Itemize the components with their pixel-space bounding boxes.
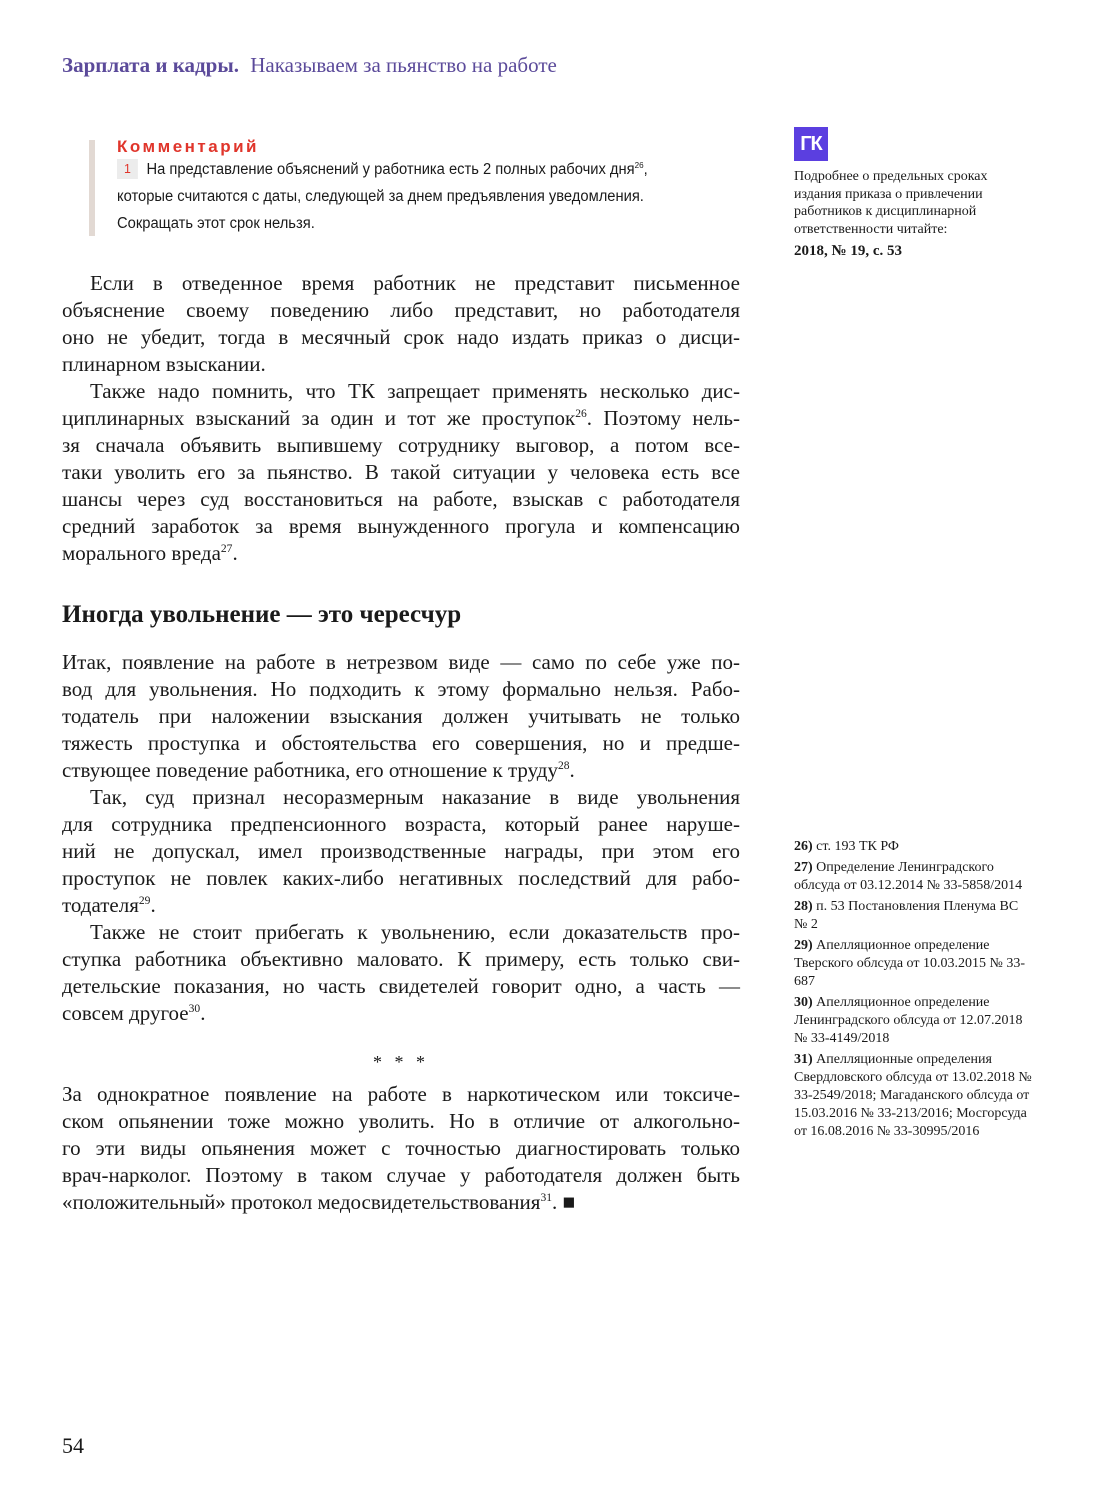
- text-line: тодатель при наложении взыскания должен учитывать не только: [62, 704, 740, 728]
- text-line: ском опьянении тоже можно уволить. Но в отличие от алкогольно-: [62, 1109, 740, 1133]
- text-line: тяжесть проступка и обстоятельства его совершения, но и предше-: [62, 731, 740, 755]
- footnote-number: 26): [794, 839, 817, 854]
- footnote-ref[interactable]: 31: [540, 1191, 552, 1204]
- sidebar-text: Подробнее о предельных сроках издания приказа о привлечении работников к дисциплинарной ответственности читайте:: [794, 169, 988, 237]
- text-line: ний не допускал, имел производственные награды, при этом его: [62, 839, 740, 863]
- comment-line-3: Сокращать этот срок нельзя.: [117, 215, 315, 232]
- body-paragraph: [62, 378, 740, 567]
- footnote-item: [794, 838, 1034, 856]
- footnote-item: [794, 937, 1034, 991]
- text-line: вод для увольнения. Но подходить к этому формально нельзя. Рабо-: [62, 677, 740, 701]
- comment-box: [89, 137, 757, 236]
- footnote-text: Апелляционное определение Тверского облсуда от 10.03.2015 № 33-687: [794, 938, 1025, 989]
- footnote-ref[interactable]: 27: [220, 542, 233, 555]
- text-line: шансы через суд восстановиться на работе, взыскав с работодателя: [62, 487, 740, 511]
- comment-line-2: которые считаются с даты, следующей за днем предъявления уведомления.: [117, 188, 644, 205]
- section-heading: Иногда увольнение — это чересчур: [62, 601, 462, 628]
- footnote-number: 29): [794, 938, 817, 953]
- footnote-text: п. 53 Постановления Пленума ВС № 2: [794, 899, 1019, 932]
- footnote-number: 31): [794, 1052, 817, 1067]
- text-line: плинарном взыскании.: [62, 352, 266, 376]
- text-line: морального вреда$^{27}$.: [62, 541, 238, 565]
- footnote-number: 27): [794, 860, 817, 875]
- text-line: Также надо помнить, что ТК запрещает применять несколько дис-: [90, 379, 740, 403]
- text-line: ствующее поведение работника, его отношение к труду$^{28}$.: [62, 758, 575, 782]
- article-title: Наказываем за пьянство на работе: [250, 53, 557, 77]
- text-line: объяснение своему поведению либо представит, но работодателя: [62, 298, 740, 322]
- footnote-ref[interactable]: 30: [188, 1002, 201, 1015]
- section-separator: * * *: [373, 1052, 429, 1072]
- text-line: Итак, появление на работе в нетрезвом виде — само по себе уже по-: [62, 650, 740, 674]
- comment-number: 1: [117, 159, 138, 179]
- footnote-text: ст. 193 ТК РФ: [816, 839, 899, 854]
- comment-text: [117, 156, 763, 237]
- footnote-item: [794, 859, 1034, 895]
- text-line: «положительный» протокол медосвидетельствования$^{31}$. ■: [62, 1190, 576, 1214]
- text-line: тодателя$^{29}$.: [62, 893, 156, 917]
- text-line: Также не стоит прибегать к увольнению, если доказательств про-: [90, 920, 740, 944]
- text-line: За однократное появление на работе в наркотическом или токсиче-: [62, 1082, 740, 1106]
- comment-title: Комментарий: [117, 137, 259, 156]
- footnotes: [794, 838, 1034, 1144]
- footnote-ref: 26: [634, 160, 644, 171]
- text-line: средний заработок за время вынужденного прогула и компенсацию: [62, 514, 740, 538]
- text-line: оно не убедит, тогда в месячный срок надо издать приказ о дисци-: [62, 325, 740, 349]
- text-line: ступка работника объективно маловато. К примеру, есть только сви-: [62, 947, 740, 971]
- text-line: зя сначала объявить выпившему сотруднику выговор, а потом все-: [62, 433, 740, 457]
- footnote-text: Апелляционные определения Свердловского облсуда от 13.02.2018 № 33-2549/2018; Магаданского облсуда от 15.03.2016 № 33-213/2016; Мосгорсуда от 16.08.2016 № 33-30995/2016: [794, 1052, 1032, 1139]
- text-line: проступок не повлек каких-либо негативных последствий для рабо-: [62, 866, 740, 890]
- footnote-text: Апелляционное определение Ленинградского облсуда от 12.07.2018 № 33-4149/2018: [794, 995, 1023, 1046]
- text-line: го эти виды опьянения может с точностью диагностировать только: [62, 1136, 740, 1160]
- page-number: 54: [62, 1433, 84, 1458]
- text-line: Так, суд признал несоразмерным наказание в виде увольнения: [90, 785, 740, 809]
- footnote-item: [794, 994, 1034, 1048]
- footnote-ref[interactable]: 26: [575, 407, 587, 420]
- footnote-number: 28): [794, 899, 817, 914]
- text-line: для сотрудника предпенсионного возраста, который ранее наруше-: [62, 812, 740, 836]
- section-name: Зарплата и кадры.: [62, 53, 240, 77]
- body-paragraph: [62, 784, 740, 919]
- running-header: [62, 53, 557, 78]
- footnote-item: [794, 898, 1034, 934]
- footnote-text: Определение Ленинградского облсуда от 03.12.2014 № 33-5858/2014: [794, 860, 1023, 893]
- footnote-item: [794, 1051, 1034, 1141]
- footnote-number: 30): [794, 995, 817, 1010]
- body-paragraph: [62, 649, 740, 784]
- comment-line-1: На представление объяснений у работника есть 2 полных рабочих дня: [146, 161, 635, 178]
- body-paragraph: [62, 270, 740, 378]
- body-paragraph: [62, 1081, 740, 1216]
- comment-comma: ,: [643, 161, 648, 178]
- footnote-ref[interactable]: 29: [138, 894, 151, 907]
- text-line: детельские показания, но часть свидетелей говорит одно, а часть —: [62, 974, 740, 998]
- footnote-ref[interactable]: 28: [557, 759, 570, 772]
- text-line: Если в отведенное время работник не представит письменное: [90, 271, 740, 295]
- body-paragraph: [62, 919, 740, 1027]
- text-line: циплинарных взысканий за один и тот же проступок$^{26}$. Поэтому нель-: [62, 406, 740, 430]
- sidebar-note: [794, 168, 1024, 261]
- text-line: таки уволить его за пьянство. В такой ситуации у человека есть все: [62, 460, 740, 484]
- sidebar-reference[interactable]: 2018, № 19, с. 53: [794, 243, 902, 259]
- text-line: врач-нарколог. Поэтому в таком случае у работодателя должен быть: [62, 1163, 740, 1187]
- gk-logo-icon: ГК: [794, 127, 828, 161]
- text-line: совсем другое$^{30}$.: [62, 1001, 206, 1025]
